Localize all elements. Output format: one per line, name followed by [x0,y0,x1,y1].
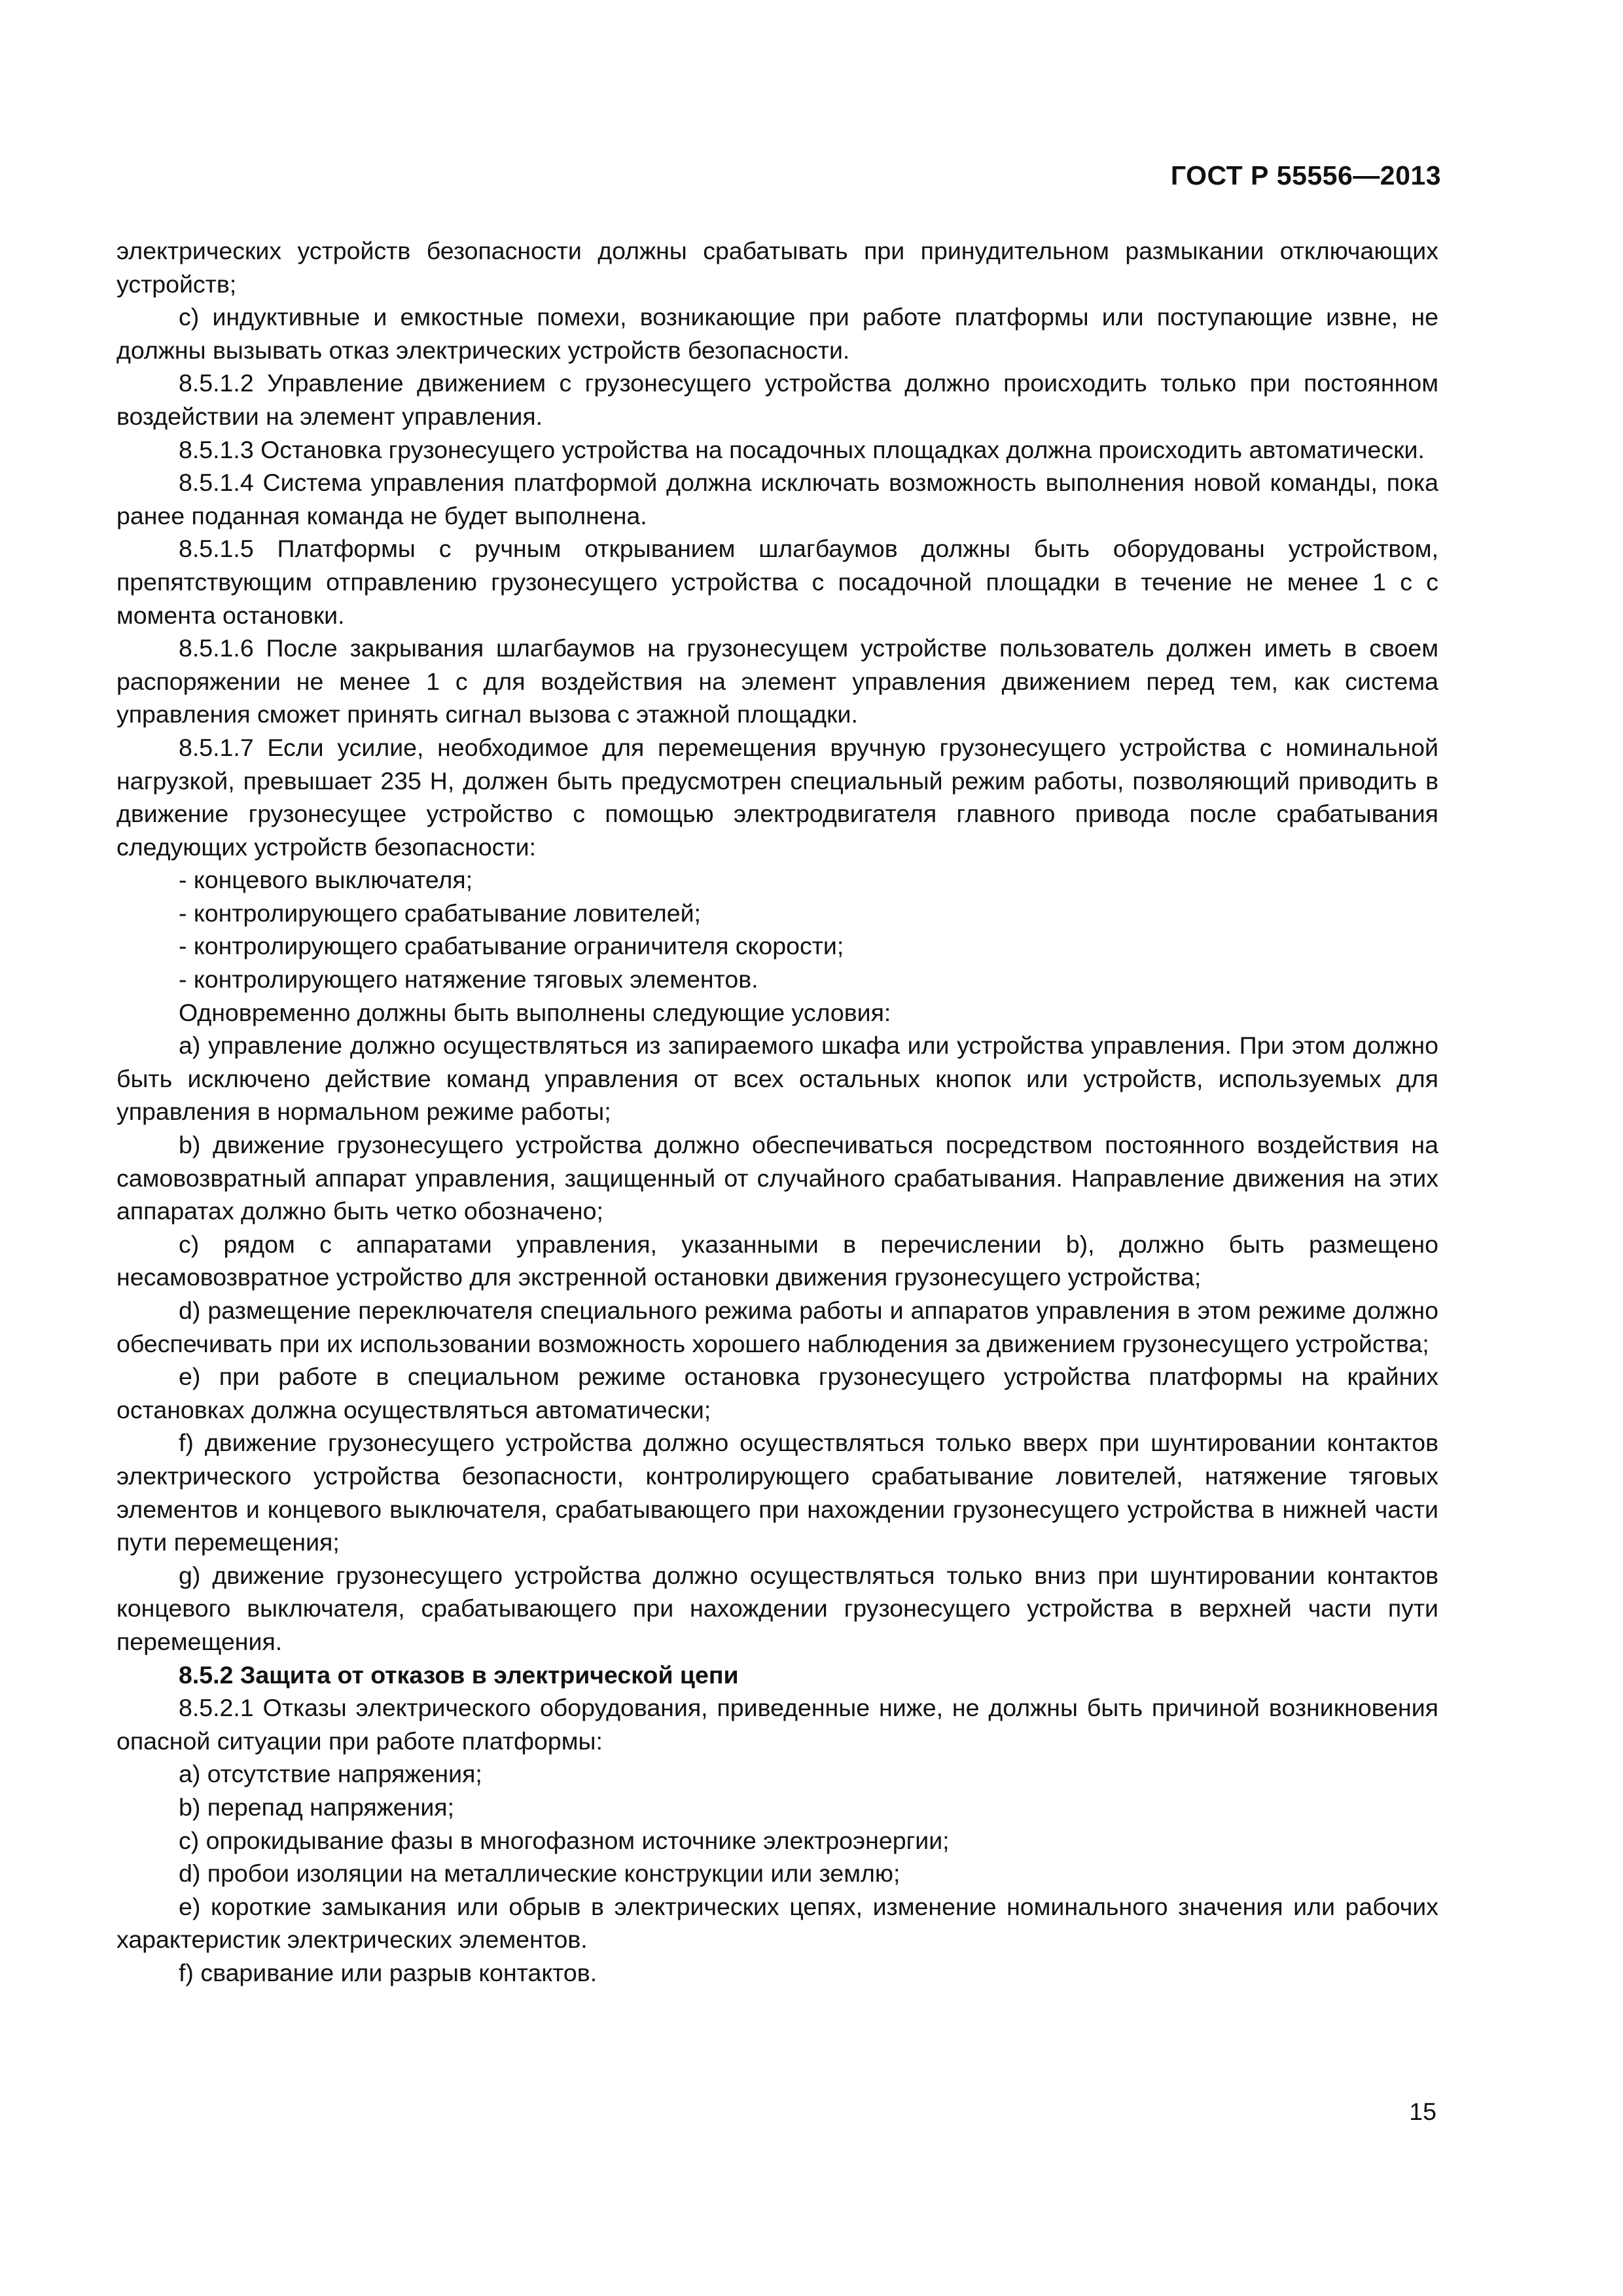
condition-a: a) управление должно осуществляться из запираемого шкафа или устройства управления. При этом должно быть исключено действие команд управления от всех остальных кнопок или устройств, используемых для управления в нормальном режиме работы; [116,1031,1438,1126]
condition-f: f) движение грузонесущего устройства должно осуществляться только вверх при шунтировании контактов электрического устройства безопасности, контролирующего срабатывание ловителей, натяжение тяговых элементов и концевого выключателя, срабатывающего при нахождении грузонесущего устройства в нижней части пути перемещения; [116,1429,1438,1556]
list-item-c: c) индуктивные и емкостные помехи, возникающие при работе платформы или поступающие извне, не должны вызывать отказ электрических устройств безопасности. [116,303,1438,364]
clause-8-5-1-7: 8.5.1.7 Если усилие, необходимое для перемещения вручную грузонесущего устройства с номинальной нагрузкой, превышает 235 Н, должен быть предусмотрен специальный режим работы, позволяющий приводить в движение грузонесущее устройство с помощью электродвигателя главного привода после срабатывания следующих устройств безопасности: [116,733,1438,861]
conditions-intro: Одновременно должны быть выполнены следующие условия: [179,998,891,1026]
condition-d: d) размещение переключателя специального режима работы и аппаратов управления в этом режиме должно обеспечивать при их использовании возможность хорошего наблюдения за движением грузонесущего устройства; [116,1297,1438,1357]
dash-list-item: - концевого выключателя; [179,866,473,894]
paragraph: электрических устройств безопасности должны срабатывать при принудительном размыкании отключающих устройств; [116,237,1438,298]
document-body [116,234,1438,1989]
clause-8-5-1-3: 8.5.1.3 Остановка грузонесущего устройства на посадочных площадках должна происходить автоматически. [179,435,1425,463]
clause-8-5-1-5: 8.5.1.5 Платформы с ручным открыванием шлагбаумов должны быть оборудованы устройством, препятствующим отправлению грузонесущего устройства с посадочной площадки в течение не менее 1 с с момента остановки. [116,535,1438,629]
failure-item-e: e) короткие замыкания или обрыв в электрических цепях, изменение номинального значения или рабочих характеристик электрических элементов. [116,1892,1438,1954]
condition-b: b) движение грузонесущего устройства должно обеспечиваться посредством постоянного воздействия на самовозвратный аппарат управления, защищенный от случайного срабатывания. Направление движения на этих аппаратах должно быть четко обозначено; [116,1131,1438,1225]
section-heading-8-5-2: 8.5.2 Защита от отказов в электрической цепи [179,1660,739,1689]
page-number: 15 [1409,2098,1436,2125]
condition-c: c) рядом с аппаратами управления, указанными в перечислении b), должно быть размещено несамовозвратное устройство для экстренной остановки движения грузонесущего устройства; [116,1230,1438,1291]
condition-e: e) при работе в специальном режиме остановка грузонесущего устройства платформы на крайних остановках должна осуществляться автоматически; [116,1363,1438,1424]
standard-designation-header: ГОСТ Р 55556—2013 [1170,160,1441,190]
failure-item-c: c) опрокидывание фазы в многофазном источнике электроэнергии; [179,1826,950,1854]
dash-list-item: - контролирующего натяжение тяговых элементов. [179,965,758,994]
clause-8-5-1-2: 8.5.1.2 Управление движением с грузонесущего устройства должно происходить только при постоянном воздействии на элемент управления. [116,369,1438,430]
dash-list-item: - контролирующего срабатывание ловителей; [179,899,701,927]
clause-8-5-2-1: 8.5.2.1 Отказы электрического оборудования, приведенные ниже, не должны быть причиной возникновения опасной ситуации при работе платформы: [116,1694,1438,1755]
failure-item-a: a) отсутствие напряжения; [179,1760,482,1788]
condition-g: g) движение грузонесущего устройства должно осуществляться только вниз при шунтировании контактов концевого выключателя, срабатывающего при нахождении грузонесущего устройства в верхней части пути перемещения. [116,1561,1438,1655]
clause-8-5-1-4: 8.5.1.4 Система управления платформой должна исключать возможность выполнения новой команды, пока ранее поданная команда не будет выполнена. [116,469,1438,529]
dash-list-item: - контролирующего срабатывание ограничителя скорости; [179,932,844,960]
failure-item-b: b) перепад напряжения; [179,1793,455,1821]
failure-item-d: d) пробои изоляции на металлические конструкции или землю; [179,1859,901,1888]
clause-8-5-1-6: 8.5.1.6 После закрывания шлагбаумов на грузонесущем устройстве пользователь должен иметь в своем распоряжении не менее 1 с для воздействия на элемент управления движением перед тем, как система управления сможет принять сигнал вызова с этажной площадки. [116,634,1438,728]
failure-item-f: f) сваривание или разрыв контактов. [179,1958,597,1986]
